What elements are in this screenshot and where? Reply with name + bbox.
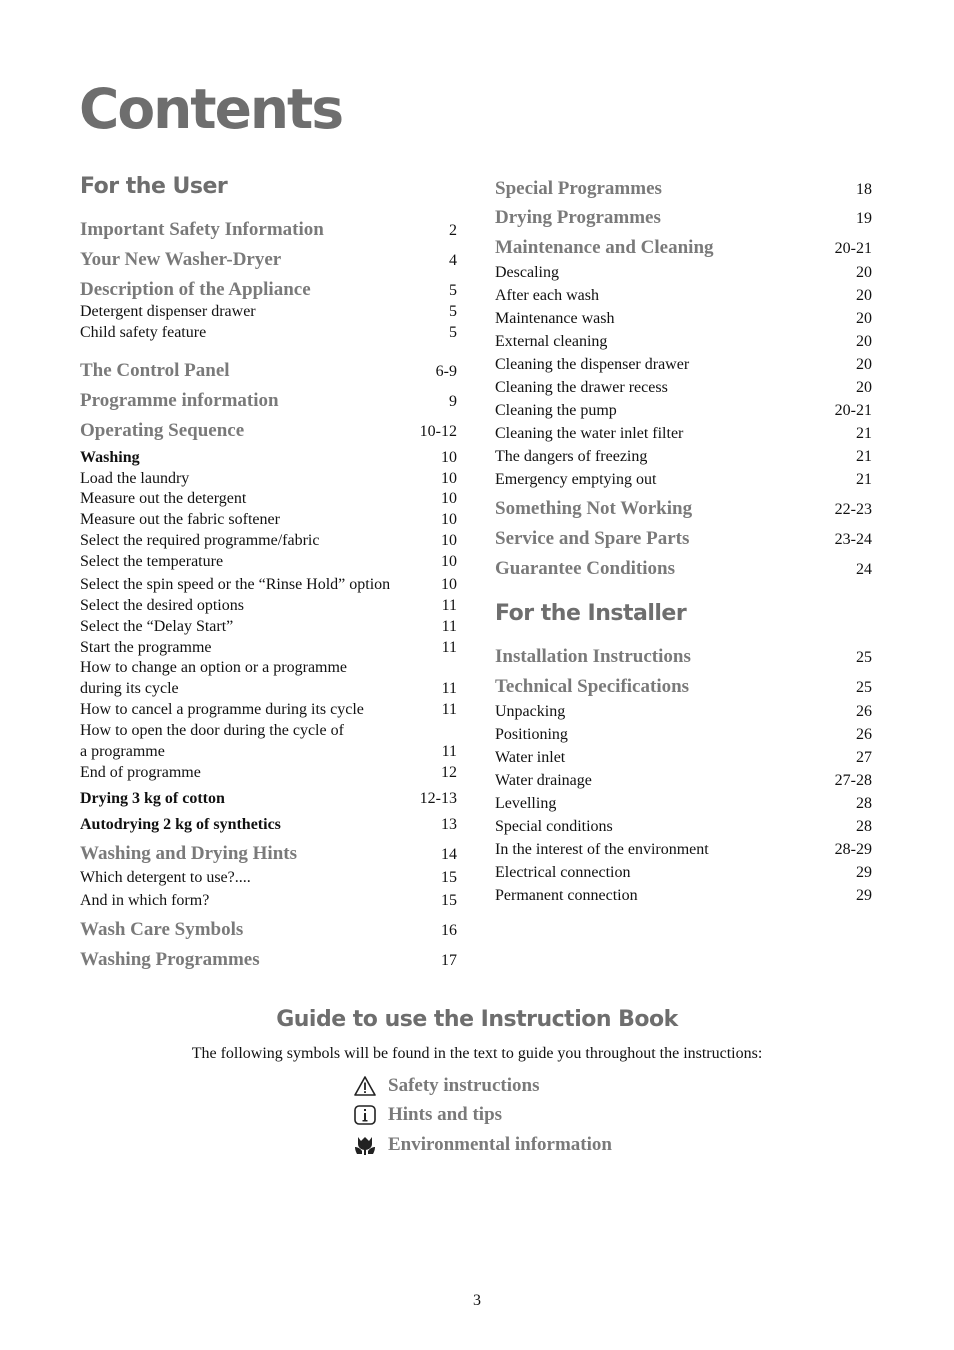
toc-entry (80, 700, 457, 720)
toc-entry-title: Technical Specifications (495, 676, 690, 697)
warning-triangle-icon (353, 1074, 377, 1098)
toc-entry (80, 596, 457, 616)
toc-entry-page: 10 (441, 532, 457, 549)
toc-heading-entry (495, 206, 872, 231)
toc-entry-title: Select the temperature (80, 553, 224, 570)
toc-heading-entry (80, 948, 457, 973)
toc-entry-page: 10 (441, 490, 457, 507)
toc-entry-title: Water drainage (495, 772, 592, 789)
toc-entry (495, 424, 872, 444)
toc-entry-page: 26 (856, 726, 872, 743)
toc-entry (80, 510, 457, 530)
toc-entry (80, 638, 457, 658)
toc-entry (80, 302, 457, 322)
toc-heading-entry (80, 359, 457, 384)
toc-entry (495, 332, 872, 352)
toc-entry-title: Operating Sequence (80, 420, 245, 441)
toc-entry (495, 771, 872, 791)
toc-entry-title: Select the “Delay Start” (80, 618, 234, 635)
toc-entry-page: 21 (856, 448, 872, 465)
toc-entry-title: during its cycle (80, 680, 179, 697)
toc-entry-title: Measure out the fabric softener (80, 511, 280, 528)
toc-entry-page: 10-12 (419, 423, 457, 440)
toc-entry-page: 26 (856, 703, 872, 720)
toc-entry-page: 15 (441, 892, 457, 909)
toc-heading-entry (80, 248, 457, 273)
toc-entry-title: Cleaning the drawer recess (495, 379, 668, 396)
toc-entry (495, 401, 872, 421)
toc-entry-title: Select the desired options (80, 597, 244, 614)
info-icon (353, 1103, 377, 1127)
toc-entry-page: 23-24 (834, 531, 872, 548)
toc-entry-page: 10 (441, 470, 457, 487)
toc-entry-title: Guarantee Conditions (495, 558, 675, 579)
toc-entry-title: Washing and Drying Hints (80, 843, 297, 864)
toc-entry (80, 469, 457, 489)
toc-entry-page: 10 (441, 576, 457, 593)
toc-entry-page: 20 (856, 287, 872, 304)
toc-entry-title: How to change an option or a programme (80, 659, 348, 676)
toc-entry-title: Drying Programmes (495, 207, 661, 228)
toc-entry (80, 575, 457, 595)
toc-entry-title: a programme (80, 743, 165, 760)
toc-entry (495, 748, 872, 768)
toc-entry-page: 10 (441, 511, 457, 528)
toc-entry-page: 11 (441, 618, 457, 635)
toc-entry (80, 721, 457, 741)
toc-entry-title: Important Safety Information (80, 219, 324, 240)
toc-entry-title: Drying 3 kg of cotton (80, 790, 225, 807)
toc-entry (80, 617, 457, 637)
toc-entry-page: 20 (856, 264, 872, 281)
toc-entry-title: The dangers of freezing (495, 448, 648, 465)
toc-entry-title: Load the laundry (80, 470, 190, 487)
toc-entry-page: 25 (856, 679, 872, 696)
toc-entry-title: Cleaning the pump (495, 402, 617, 419)
toc-entry-page: 29 (856, 864, 872, 881)
toc-entry-title: Water inlet (495, 749, 566, 766)
toc-entry-title: Maintenance wash (495, 310, 615, 327)
toc-entry-page: 20-21 (834, 240, 872, 257)
toc-entry-page: 20 (856, 333, 872, 350)
toc-entry-page: 10 (441, 553, 457, 570)
toc-entry-page: 20 (856, 310, 872, 327)
toc-entry-title: Washing (80, 449, 140, 466)
toc-heading-entry (495, 527, 872, 552)
toc-entry-title: How to cancel a programme during its cycle (80, 701, 364, 718)
toc-entry-page: 27-28 (834, 772, 872, 789)
toc-entry-title: Cleaning the water inlet filter (495, 425, 684, 442)
toc-entry-page: 15 (441, 869, 457, 886)
toc-entry (80, 742, 457, 762)
toc-entry-title: How to open the door during the cycle of (80, 722, 344, 739)
toc-entry (495, 817, 872, 837)
symbol-hints (353, 1103, 502, 1127)
toc-entry (80, 868, 457, 888)
toc-entry-title: Select the required programme/fabric (80, 532, 320, 549)
toc-entry (495, 794, 872, 814)
toc-entry-page: 11 (441, 639, 457, 656)
toc-entry (80, 323, 457, 343)
toc-heading-entry (80, 278, 457, 303)
toc-entry-page: 5 (449, 282, 457, 299)
symbol-label: Hints and tips (388, 1104, 503, 1125)
toc-entry (495, 470, 872, 490)
toc-entry-page: 29 (856, 887, 872, 904)
symbol-label: Environmental information (388, 1134, 612, 1155)
symbol-label: Safety instructions (388, 1075, 540, 1096)
toc-heading-entry (80, 918, 457, 943)
toc-entry-page: 11 (441, 701, 457, 718)
toc-entry-page: 20 (856, 379, 872, 396)
toc-heading-entry (495, 645, 872, 670)
toc-heading-entry (495, 236, 872, 261)
toc-entry-title: Start the programme (80, 639, 212, 656)
toc-heading-entry (80, 419, 457, 444)
toc-entry-title: Installation Instructions (495, 646, 691, 667)
symbol-safety (353, 1074, 539, 1098)
toc-entry-title: Washing Programmes (80, 949, 260, 970)
toc-entry-page: 12-13 (419, 790, 457, 807)
toc-entry-page: 12 (441, 764, 457, 781)
toc-entry-title: Levelling (495, 795, 557, 812)
toc-entry-title: Descaling (495, 264, 559, 281)
toc-entry (495, 447, 872, 467)
toc-entry (80, 789, 457, 809)
toc-entry-title: Maintenance and Cleaning (495, 237, 714, 258)
toc-entry-title: Electrical connection (495, 864, 631, 881)
toc-entry-title: Emergency emptying out (495, 471, 657, 488)
toc-entry-page: 20 (856, 356, 872, 373)
toc-heading-entry (495, 675, 872, 700)
page-number: 3 (473, 1292, 481, 1309)
toc-entry (80, 763, 457, 783)
toc-entry-page: 11 (441, 597, 457, 614)
toc-entry-page: 4 (449, 252, 457, 269)
toc-entry-page: 11 (441, 680, 457, 697)
toc-entry-page: 21 (856, 471, 872, 488)
toc-entry-page: 10 (441, 449, 457, 466)
toc-entry (495, 263, 872, 283)
toc-entry (80, 815, 457, 835)
toc-entry (495, 886, 872, 906)
toc-entry (495, 840, 872, 860)
toc-entry-page: 28 (856, 818, 872, 835)
toc-entry (495, 863, 872, 883)
toc-entry (80, 658, 457, 678)
toc-entry-title: And in which form? (80, 892, 210, 909)
toc-entry-page: 20-21 (834, 402, 872, 419)
toc-entry-page: 22-23 (834, 501, 872, 518)
toc-entry-page: 27 (856, 749, 872, 766)
toc-entry (80, 552, 457, 572)
toc-entry-title: Child safety feature (80, 324, 207, 341)
toc-entry (80, 891, 457, 911)
toc-entry-title: Unpacking (495, 703, 566, 720)
toc-heading-entry (495, 497, 872, 522)
toc-entry (495, 378, 872, 398)
toc-entry-page: 25 (856, 649, 872, 666)
toc-entry-page: 11 (441, 743, 457, 760)
toc-entry-title: Detergent dispenser drawer (80, 303, 256, 320)
toc-heading-entry (80, 842, 457, 867)
toc-entry-page: 17 (441, 952, 457, 969)
toc-entry-title: Description of the Appliance (80, 279, 311, 300)
toc-entry-page: 9 (449, 393, 457, 410)
section-heading-user: For the User (80, 174, 228, 199)
section-heading-installer: For the Installer (495, 601, 687, 626)
toc-entry-title: Service and Spare Parts (495, 528, 690, 549)
toc-entry-title: Special Programmes (495, 178, 662, 199)
toc-entry-page: 18 (856, 181, 872, 198)
toc-entry-page: 14 (441, 846, 457, 863)
toc-entry-title: The Control Panel (80, 360, 230, 381)
toc-entry (80, 489, 457, 509)
toc-entry-page: 28 (856, 795, 872, 812)
toc-entry-title: Select the spin speed or the “Rinse Hold” option (80, 576, 391, 593)
toc-entry (80, 531, 457, 551)
toc-entry-title: Something Not Working (495, 498, 693, 519)
environment-icon (353, 1133, 377, 1157)
toc-entry-title: External cleaning (495, 333, 608, 350)
page-title: Contents (79, 77, 343, 141)
toc-entry-page: 2 (449, 222, 457, 239)
symbol-environment (353, 1133, 612, 1157)
guide-intro: The following symbols will be found in the text to guide you throughout the instructions: (191, 1045, 763, 1062)
toc-entry (495, 286, 872, 306)
toc-heading-entry (80, 218, 457, 243)
toc-entry (495, 702, 872, 722)
toc-entry-title: In the interest of the environment (495, 841, 709, 858)
toc-entry-page: 21 (856, 425, 872, 442)
toc-entry-title: Permanent connection (495, 887, 638, 904)
toc-entry-page: 13 (441, 816, 457, 833)
guide-title: Guide to use the Instruction Book (276, 1007, 678, 1032)
toc-entry-page: 16 (441, 922, 457, 939)
toc-entry-page: 28-29 (834, 841, 872, 858)
toc-entry (495, 309, 872, 329)
toc-entry-title: Autodrying 2 kg of synthetics (80, 816, 281, 833)
toc-entry-page: 5 (449, 303, 457, 320)
toc-entry (80, 448, 457, 468)
toc-entry (495, 355, 872, 375)
toc-entry-title: Programme information (80, 390, 279, 411)
toc-heading-entry (495, 177, 872, 202)
toc-entry-title: End of programme (80, 764, 201, 781)
toc-heading-entry (495, 557, 872, 582)
toc-entry-title: Your New Washer-Dryer (80, 249, 282, 270)
toc-entry-title: After each wash (495, 287, 599, 304)
toc-entry-page: 6-9 (435, 363, 457, 380)
toc-entry-title: Positioning (495, 726, 568, 743)
toc-entry (80, 679, 457, 699)
toc-entry-title: Which detergent to use?.... (80, 869, 251, 886)
toc-entry-title: Special conditions (495, 818, 613, 835)
toc-entry (495, 725, 872, 745)
toc-entry-title: Wash Care Symbols (80, 919, 244, 940)
toc-heading-entry (80, 389, 457, 414)
toc-entry-page: 5 (449, 324, 457, 341)
toc-entry-title: Measure out the detergent (80, 490, 247, 507)
toc-entry-title: Cleaning the dispenser drawer (495, 356, 690, 373)
toc-entry-page: 24 (856, 561, 872, 578)
toc-entry-page: 19 (856, 210, 872, 227)
